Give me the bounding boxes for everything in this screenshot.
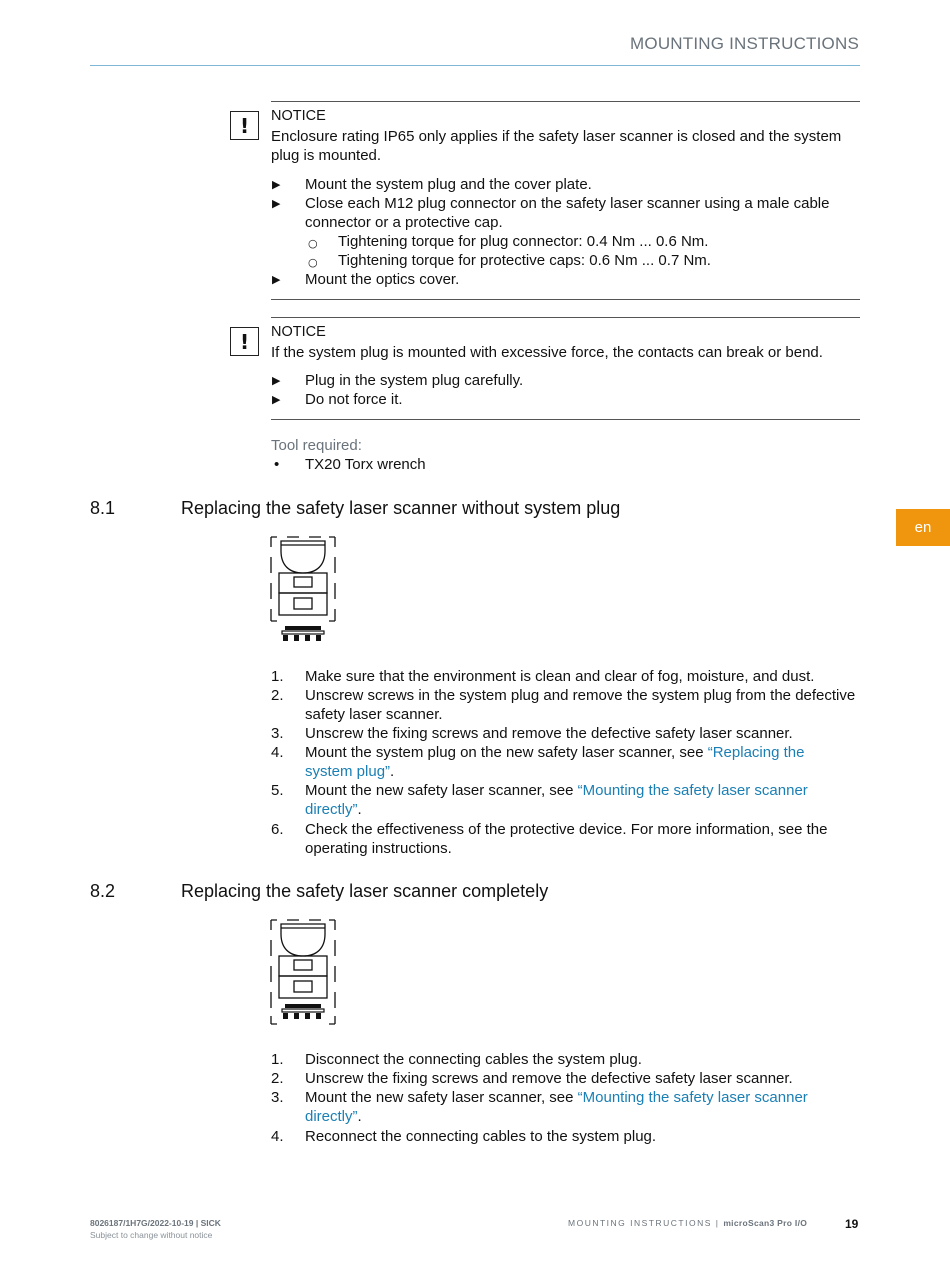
footer-document-id: 8026187/1H7G/2022-10-19 | SICK — [90, 1218, 221, 1228]
step-number: 3. — [271, 1089, 284, 1106]
footer-doc-title — [568, 1218, 807, 1228]
step-number: 1. — [271, 1051, 284, 1068]
notice-substep: Tightening torque for protective caps: 0.6 Nm ... 0.7 Nm. — [338, 252, 711, 269]
step-text — [305, 1088, 808, 1107]
mounting-scanner-directly-link[interactable]: “Mounting the safety laser scanner — [577, 782, 808, 799]
arrow-bullet-icon: ▶ — [272, 393, 281, 406]
step-text: operating instructions. — [305, 840, 452, 857]
section-title: Replacing the safety laser scanner completely — [181, 881, 549, 901]
arrow-bullet-icon: ▶ — [272, 197, 281, 210]
step-text: Make sure that the environment is clean and clear of fog, moisture, and dust. — [305, 668, 815, 685]
scanner-complete-illustration — [269, 918, 337, 1028]
step-text — [305, 800, 362, 819]
notice-label: NOTICE — [271, 324, 326, 340]
step-text: Disconnect the connecting cables the system plug. — [305, 1051, 642, 1068]
notice-step: Close each M12 plug connector on the safety laser scanner using a male cable — [305, 195, 830, 212]
header-divider — [90, 65, 860, 66]
notice-step: Do not force it. — [305, 391, 403, 408]
circle-bullet-icon: ○ — [308, 237, 318, 250]
notice-top-rule — [271, 317, 860, 318]
step-text — [305, 1107, 362, 1126]
step-text-part: Mount the new safety laser scanner, see — [305, 782, 578, 799]
notice-text: Enclosure rating IP65 only applies if the safety laser scanner is closed and the system — [271, 128, 842, 145]
step-text-part: . — [357, 801, 362, 818]
section-number: 8.1 — [90, 498, 116, 518]
notice-label: NOTICE — [271, 108, 326, 124]
notice-step: connector or a protective cap. — [305, 214, 503, 231]
footer-product-name: microScan3 Pro I/O — [723, 1218, 808, 1228]
notice-icon: ! — [230, 111, 259, 140]
step-text: Unscrew the fixing screws and remove the defective safety laser scanner. — [305, 725, 793, 742]
notice-top-rule — [271, 101, 860, 102]
mounting-scanner-directly-link[interactable]: directly” — [305, 1108, 358, 1125]
footer-doc-type: MOUNTING INSTRUCTIONS | — [568, 1218, 724, 1228]
tool-item: TX20 Torx wrench — [305, 456, 426, 473]
step-text: Check the effectiveness of the protective device. For more information, see the — [305, 821, 828, 838]
notice-text: If the system plug is mounted with excessive force, the contacts can break or bend. — [271, 344, 823, 361]
section-title: Replacing the safety laser scanner without system plug — [181, 498, 621, 518]
replacing-system-plug-link[interactable]: system plug” — [305, 763, 391, 780]
step-number: 4. — [271, 1128, 284, 1145]
arrow-bullet-icon: ▶ — [272, 273, 281, 286]
step-text — [305, 781, 808, 800]
mounting-scanner-directly-link[interactable]: directly” — [305, 801, 358, 818]
circle-bullet-icon: ○ — [308, 256, 318, 269]
step-number: 2. — [271, 1070, 284, 1087]
step-text: safety laser scanner. — [305, 706, 443, 723]
step-text-part: Mount the new safety laser scanner, see — [305, 1089, 578, 1106]
step-number: 1. — [271, 668, 284, 685]
language-tab[interactable]: en — [896, 509, 950, 546]
step-number: 6. — [271, 821, 284, 838]
mounting-scanner-directly-link[interactable]: “Mounting the safety laser scanner — [577, 1089, 808, 1106]
step-text: Reconnect the connecting cables to the system plug. — [305, 1128, 657, 1145]
step-text-part: . — [357, 1108, 362, 1125]
step-text-part: . — [390, 763, 395, 780]
notice-step: Mount the system plug and the cover plate. — [305, 176, 592, 193]
dot-bullet-icon: • — [274, 456, 280, 473]
page-header-title: MOUNTING INSTRUCTIONS — [630, 34, 859, 53]
step-text: Unscrew screws in the system plug and remove the system plug from the defective — [305, 687, 856, 704]
replacing-system-plug-link[interactable]: “Replacing the — [707, 744, 805, 761]
page-number: 19 — [845, 1217, 859, 1231]
arrow-bullet-icon: ▶ — [272, 178, 281, 191]
step-number: 3. — [271, 725, 284, 742]
step-text: Unscrew the fixing screws and remove the defective safety laser scanner. — [305, 1070, 793, 1087]
step-number: 4. — [271, 744, 284, 761]
step-number: 2. — [271, 687, 284, 704]
notice-bottom-rule — [271, 419, 860, 420]
section-number: 8.2 — [90, 881, 116, 901]
notice-bottom-rule — [271, 299, 860, 300]
scanner-without-plug-illustration — [269, 535, 337, 645]
step-number: 5. — [271, 782, 284, 799]
notice-substep: Tightening torque for plug connector: 0.4 Nm ... 0.6 Nm. — [338, 233, 709, 250]
notice-step: Plug in the system plug carefully. — [305, 372, 524, 389]
arrow-bullet-icon: ▶ — [272, 374, 281, 387]
step-text — [305, 743, 804, 762]
notice-step: Mount the optics cover. — [305, 271, 460, 288]
step-text-part: Mount the system plug on the new safety laser scanner, see — [305, 744, 708, 761]
notice-text: plug is mounted. — [271, 147, 382, 164]
step-text — [305, 762, 394, 781]
footer-subject-note: Subject to change without notice — [90, 1230, 213, 1240]
tool-required-label: Tool required: — [271, 437, 362, 454]
notice-icon: ! — [230, 327, 259, 356]
